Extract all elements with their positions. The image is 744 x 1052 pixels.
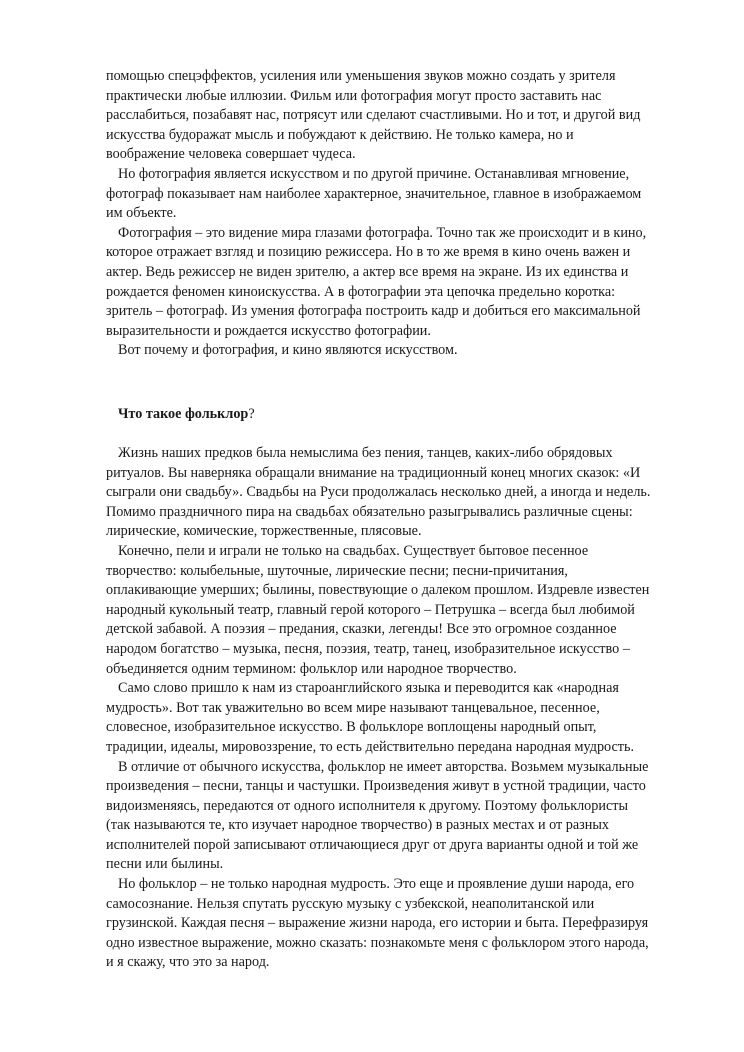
paragraph-start-line: Но фотография является искусством и по другой причине. Останавливая мгновение, xyxy=(118,165,630,182)
text-line: фотограф показывает нам наиболее характерное, значительное, главное в изображаемом xyxy=(106,185,642,202)
section-heading xyxy=(106,405,696,425)
text-line: искусства будоражат мысль и побуждают к действию. Не только камера, но и xyxy=(106,126,574,143)
paragraph-start-line: В отличие от обычного искусства, фольклор не имеет авторства. Возьмем музыкальные xyxy=(118,758,649,775)
paragraph-start-line: Жизнь наших предков была немыслима без пения, танцев, каких-либо обрядовых xyxy=(118,445,613,461)
text-line: произведения – песни, танцы и частушки. Произведения живут в устной традиции, часто xyxy=(106,778,646,795)
text-line: им объекте. xyxy=(106,205,177,222)
text-line: актер. Ведь режиссер не виден зрителю, а актер все время на экране. Из их единства и xyxy=(106,263,629,280)
text-line: исполнителей порой записывают отличающиеся друг от друга варианты одной и той же xyxy=(106,836,639,853)
text-line: традиции, идеалы, мировоззрение, то есть действительно передана народная мудрость. xyxy=(106,738,634,755)
intro-text-block xyxy=(106,67,696,361)
text-line: воображение человека совершает чудеса. xyxy=(106,146,356,163)
paragraph-start-line: Конечно, пели и играли не только на свадьбах. Существует бытовое песенное xyxy=(118,542,589,559)
text-line: грузинской. Каждая песня – выражение жизни народа, его истории и быта. Перефразируя xyxy=(106,915,649,932)
paragraph-start-line: Вот почему и фотография, и кино являются искусством. xyxy=(118,342,458,359)
text-line: мудрость». Вот так уважительно во всем мире называют танцевальное, песенное, xyxy=(106,699,600,716)
text-line: помощью спецэффектов, усиления или уменьшения звуков можно создать у зрителя xyxy=(106,68,616,84)
text-line: ритуалов. Вы наверняка обращали внимание на традиционный конец многих сказок: «И xyxy=(106,464,641,481)
text-line: (так называются те, кто изучает народное творчество) в разных местах и от разных xyxy=(106,817,609,834)
text-line: Помимо праздничного пира на свадьбах обязательно разыгрывались различные сцены: xyxy=(106,503,633,520)
text-line: расслабиться, позабавят нас, потрясут или сделают счастливыми. Но и тот, и другой вид xyxy=(106,107,641,124)
text-line: объединяется одним термином: фольклор или народное творчество. xyxy=(106,660,517,677)
text-line: оплакивающие умерших; былины, повествующие о далеком прошлом. Издревле известен xyxy=(106,582,650,599)
text-line: народный кукольный театр, главный герой которого – Петрушка – всегда был любимой xyxy=(106,601,635,618)
text-line: практически любые иллюзии. Фильм или фотография могут просто заставить нас xyxy=(106,87,602,104)
paragraph-start-line: Само слово пришло к нам из староанглийского языка и переводится как «народная xyxy=(118,680,619,697)
text-line: и я скажу, что это за народ. xyxy=(106,954,270,971)
paragraph-start-line: Фотография – это видение мира глазами фотографа. Точно так же происходит и в кино, xyxy=(118,224,647,241)
heading-title: Что такое фольклор xyxy=(118,406,249,422)
heading-line xyxy=(106,405,696,425)
text-line: видоизменяясь, передаются от одного исполнителя к другому. Поэтому фольклористы xyxy=(106,797,628,814)
text-line: самосознание. Нельзя спутать русскую музыку с узбекской, неаполитанской или xyxy=(106,895,595,912)
paragraph-start-line: Но фольклор – не только народная мудрость. Это еще и проявление души народа, его xyxy=(118,876,635,893)
text-line: творчество: колыбельные, шуточные, лирические песни; песни-причитания, xyxy=(106,562,568,579)
heading-question-mark: ? xyxy=(248,406,255,422)
text-line: одно известное выражение, можно сказать: познакомьте меня с фольклором этого народа, xyxy=(106,934,649,951)
text-line: народом богатство – музыка, песня, поэзия, театр, танец, изобразительное искусство – xyxy=(106,640,630,657)
text-line: лирические, комические, торжественные, плясовые. xyxy=(106,523,422,540)
text-line: рождается феномен киноискусства. А в фотографии эта цепочка предельно коротка: xyxy=(106,283,616,300)
text-line: сыграли они свадьбу». Свадьбы на Руси продолжалась несколько дней, а иногда и недель. xyxy=(106,484,651,501)
folklore-text-block xyxy=(106,444,696,973)
text-line: песни или былины. xyxy=(106,856,224,873)
text-line: зритель – фотограф. Из умения фотографа построить кадр и добиться его максимальной xyxy=(106,303,641,320)
text-line: детской забавой. А поэзия – предания, сказки, легенды! Все это огромное созданное xyxy=(106,621,617,638)
text-line: словесное, изобразительное искусство. В фольклоре воплощены народный опыт, xyxy=(106,719,597,736)
text-line: выразительности и рождается искусство фотографии. xyxy=(106,322,431,339)
text-line: которое отражает взгляд и позицию режиссера. Но в то же время в кино очень важен и xyxy=(106,244,631,261)
